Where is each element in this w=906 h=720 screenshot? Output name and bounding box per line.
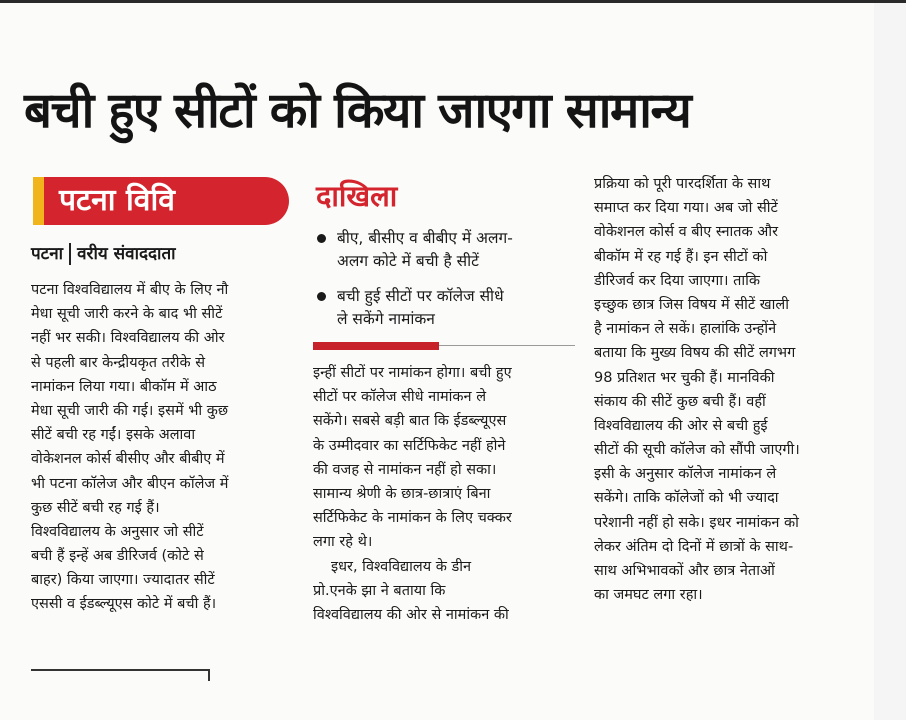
byline-place: पटना (31, 244, 64, 264)
kicker-label: पटना विवि (59, 183, 175, 218)
text-line: बताया कि मुख्य विषय की सीटें लगभग (594, 345, 796, 362)
text-line: परेशानी नहीं हो सके। इधर नामांकन को (594, 514, 799, 531)
text-line: सर्टिफिकेट के नामांकन के लिए चक्कर (313, 510, 512, 527)
text-line: वोकेशनल कोर्स बीसीए और बीबीए में (31, 451, 225, 468)
article-column-1 (31, 278, 293, 617)
headline: बची हुए सीटों को किया जाएगा सामान्य (24, 82, 691, 139)
bullet-dot-icon (317, 292, 326, 301)
text-line: कुछ सीटें बची रह गई हैं। (31, 499, 160, 516)
text-line: पटना विश्वविद्यालय में बीए के लिए नौ (31, 282, 229, 298)
text-line: मेधा सूची जारी करने के बाद भी सीटें (31, 306, 223, 323)
byline-reporter: वरीय संवाददाता (77, 244, 176, 264)
kicker-accent-bar (33, 177, 44, 225)
text-line: सामान्य श्रेणी के छात्र-छात्राएं बिना (313, 485, 491, 502)
text-line: की वजह से नामांकन नहीं हो सका। (313, 461, 497, 478)
bullet-line: अलग कोटे में बची है सीटें (337, 252, 479, 270)
byline-separator (69, 243, 71, 265)
text-line: से पहली बार केन्द्रीयकृत तरीके से (31, 354, 206, 371)
byline (31, 239, 176, 269)
text-line: इधर, विश्वविद्यालय के डीन (331, 558, 472, 575)
text-line: समाप्त कर दिया गया। अब जो सीटें (594, 200, 778, 217)
column-end-rule (31, 669, 209, 671)
text-line: नामांकन लिया गया। बीकॉम में आठ (31, 378, 217, 395)
text-line: डीरिजर्व कर दिया जाएगा। ताकि (594, 272, 761, 289)
text-line: है नामांकन ले सकें। हालांकि उन्होंने (594, 321, 777, 338)
text-line: बाहर) किया जाएगा। ज्यादातर सीटें (31, 572, 215, 589)
text-line: संकाय की सीटें कुछ बची हैं। वहीं (594, 393, 766, 410)
sidebar-title: दाखिला (316, 179, 398, 213)
text-line: सकेंगे। सबसे बड़ी बात कि ईडब्ल्यूएस (313, 413, 507, 430)
text-line: इन्हीं सीटों पर नामांकन होगा। बची हुए (313, 365, 512, 381)
text-line: लगा रहे थे। (313, 534, 373, 551)
text-line: का जमघट लगा रहा। (594, 587, 703, 604)
bullet-line: बीए, बीसीए व बीबीए में अलग- (337, 229, 513, 247)
text-line: एससी व ईडब्ल्यूएस कोटे में बची हैं। (31, 596, 217, 613)
bullet-line: बची हुई सीटों पर कॉलेज सीधे (337, 287, 504, 305)
sidebar-bullets (313, 227, 575, 343)
section-kicker (33, 177, 289, 225)
text-line: विश्वविद्यालय की ओर से नामांकन की (313, 606, 509, 623)
text-line: इच्छुक छात्र जिस विषय में सीटें खाली (594, 296, 789, 313)
column-end-rule-tick (208, 669, 210, 681)
bullet-item (313, 285, 575, 331)
text-line: इसी के अनुसार कॉलेज नामांकन ले (594, 466, 777, 483)
bullet-item (313, 227, 575, 273)
text-line: प्रो.एनके झा ने बताया कि (313, 582, 446, 599)
text-line: के उम्मीदवार का सर्टिफिकेट नहीं होने (313, 437, 506, 454)
text-line: लेकर अंतिम दो दिनों में छात्रों के साथ- (594, 538, 794, 555)
text-line: विश्वविद्यालय की ओर से बची हुई (594, 417, 768, 434)
text-line: सकेंगे। ताकि कॉलेजों को भी ज्यादा (594, 490, 779, 507)
text-line: भी पटना कॉलेज और बीएन कॉलेज में (31, 475, 229, 492)
text-line: सीटों की सूची कॉलेज को सौंपी जाएगी। (594, 442, 800, 459)
bullet-dot-icon (317, 234, 326, 243)
text-line: 98 प्रतिशत भर चुकी हैं। मानविकी (594, 369, 775, 386)
text-line: विश्वविद्यालय के अनुसार जो सीटें (31, 523, 204, 540)
page-margin (874, 3, 906, 720)
text-line: बीकॉम में रह गई हैं। इन सीटों को (594, 248, 768, 265)
article-column-3 (594, 172, 864, 607)
text-line: बची हैं इन्हें अब डीरिजर्व (कोटे से (31, 548, 204, 565)
sidebar-divider-accent (313, 342, 439, 350)
text-line: मेधा सूची जारी की गई। इसमें भी कुछ (31, 402, 229, 419)
text-line: प्रक्रिया को पूरी पारदर्शिता के साथ (594, 176, 771, 192)
article-column-2 (313, 361, 575, 627)
text-line: साथ अभिभावकों और छात्र नेताओं (594, 563, 775, 579)
text-line: वोकेशनल कोर्स व बीए स्नातक और (594, 224, 779, 241)
text-line: सीटें बची रह गईं। इसके अलावा (31, 427, 196, 444)
text-line: सीटों पर कॉलेज सीधे नामांकन ले (313, 389, 487, 406)
bullet-line: ले सकेंगे नामांकन (337, 310, 435, 328)
text-line: नहीं भर सकी। विश्वविद्यालय की ओर (31, 330, 225, 347)
